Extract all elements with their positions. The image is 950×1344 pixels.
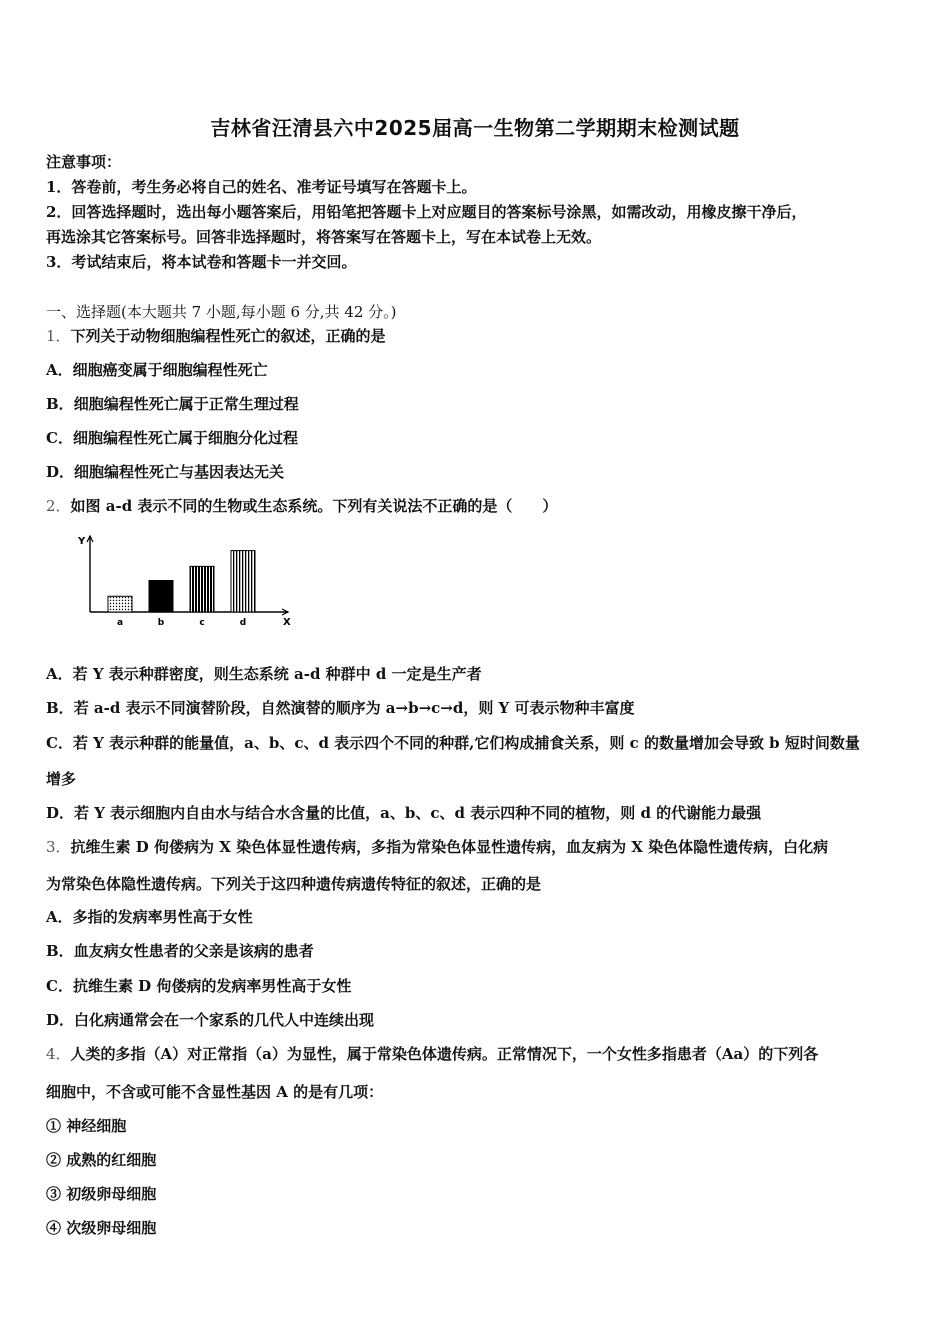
section-heading: 一、选择题(本大题共 7 小题,每小题 6 分,共 42 分。): [46, 303, 397, 321]
list-item: ② 成熟的红细胞: [46, 1151, 157, 1169]
bar-b: [149, 581, 173, 612]
tick-label-a: a: [116, 618, 124, 628]
question-number: 4．: [46, 1045, 71, 1063]
notice-item: 3．考试结束后，将本试卷和答题卡一并交回。: [46, 253, 357, 271]
option-d: D．若 Y 表示细胞内自由水与结合水含量的比值，a、b、c、d 表示四种不同的植物，则 d 的代谢能力最强: [46, 804, 762, 822]
option-c: C．抗维生素 D 佝偻病的发病率男性高于女性: [46, 977, 352, 995]
bar-a: [108, 596, 132, 612]
tick-label-b: b: [157, 618, 165, 628]
question-text: 如图 a-d 表示不同的生物或生态系统。下列有关说法不正确的是（ ）: [70, 497, 558, 515]
tick-label-d: d: [239, 618, 247, 628]
option-c: C．细胞编程性死亡属于细胞分化过程: [46, 429, 298, 447]
chart-labels: [77, 536, 291, 628]
option-d: D．白化病通常会在一个家系的几代人中连续出现: [46, 1011, 375, 1029]
question-4: [46, 1044, 906, 1064]
tick-label-c: c: [199, 618, 205, 628]
option-d: D．细胞编程性死亡与基因表达无关: [46, 463, 285, 481]
option-b: B．血友病女性患者的父亲是该病的患者: [46, 942, 314, 960]
notice-item: 2．回答选择题时，选出每小题答案后，用铅笔把答题卡上对应题目的答案标号涂黑，如需改动，用橡皮擦干净后，: [46, 203, 807, 221]
question-text: 抗维生素 D 佝偻病为 X 染色体显性遗传病，多指为常染色体显性遗传病，血友病为 X 染色体隐性遗传病，白化病: [70, 838, 829, 856]
bar-c: [190, 566, 214, 612]
question-2: [46, 496, 906, 516]
question-text: 下列关于动物细胞编程性死亡的叙述，正确的是: [70, 327, 386, 345]
list-item: ① 神经细胞: [46, 1117, 127, 1135]
option-a: A．细胞癌变属于细胞编程性死亡: [46, 361, 268, 379]
question-3: [46, 837, 906, 857]
chart-bars: [108, 551, 255, 612]
list-item: ④ 次级卵母细胞: [46, 1219, 157, 1237]
option-b: B．细胞编程性死亡属于正常生理过程: [46, 395, 299, 413]
question-number: 2．: [46, 497, 71, 515]
question-3-continued: 为常染色体隐性遗传病。下列关于这四种遗传病遗传特征的叙述，正确的是: [46, 875, 542, 893]
option-c: C．若 Y 表示种群的能量值，a、b、c、d 表示四个不同的种群,它们构成捕食关系，则 c 的数量增加会导致 b 短时间数量: [46, 734, 860, 752]
question-4-continued: 细胞中，不含或可能不含显性基因 A 的是有几项：: [46, 1083, 384, 1101]
bar-d: [231, 551, 255, 612]
question-1: [46, 326, 906, 346]
y-axis-label: Y: [78, 536, 86, 547]
question-number: 1．: [46, 327, 71, 345]
page-title: 吉林省汪清县六中2025届高一生物第二学期期末检测试题: [210, 116, 740, 140]
list-item: ③ 初级卵母细胞: [46, 1185, 157, 1203]
x-axis-label: X: [283, 617, 291, 628]
bar-chart: [70, 530, 300, 630]
option-b: B．若 a-d 表示不同演替阶段，自然演替的顺序为 a→b→c→d，则 Y 可表示物种丰富度: [46, 699, 635, 717]
notice-heading: 注意事项：: [46, 153, 122, 171]
question-text: 人类的多指（A）对正常指（a）为显性，属于常染色体遗传病。正常情况下，一个女性多指患者（Aa）的下列各: [70, 1045, 819, 1063]
option-c-continued: 增多: [46, 770, 77, 788]
option-a: A．多指的发病率男性高于女性: [46, 908, 253, 926]
notice-item: 再选涂其它答案标号。回答非选择题时，将答案写在答题卡上，写在本试卷上无效。: [46, 228, 602, 246]
question-number: 3．: [46, 838, 71, 856]
notice-item: 1．答卷前，考生务必将自己的姓名、准考证号填写在答题卡上。: [46, 178, 477, 196]
option-a: A．若 Y 表示种群密度，则生态系统 a-d 种群中 d 一定是生产者: [46, 665, 482, 683]
